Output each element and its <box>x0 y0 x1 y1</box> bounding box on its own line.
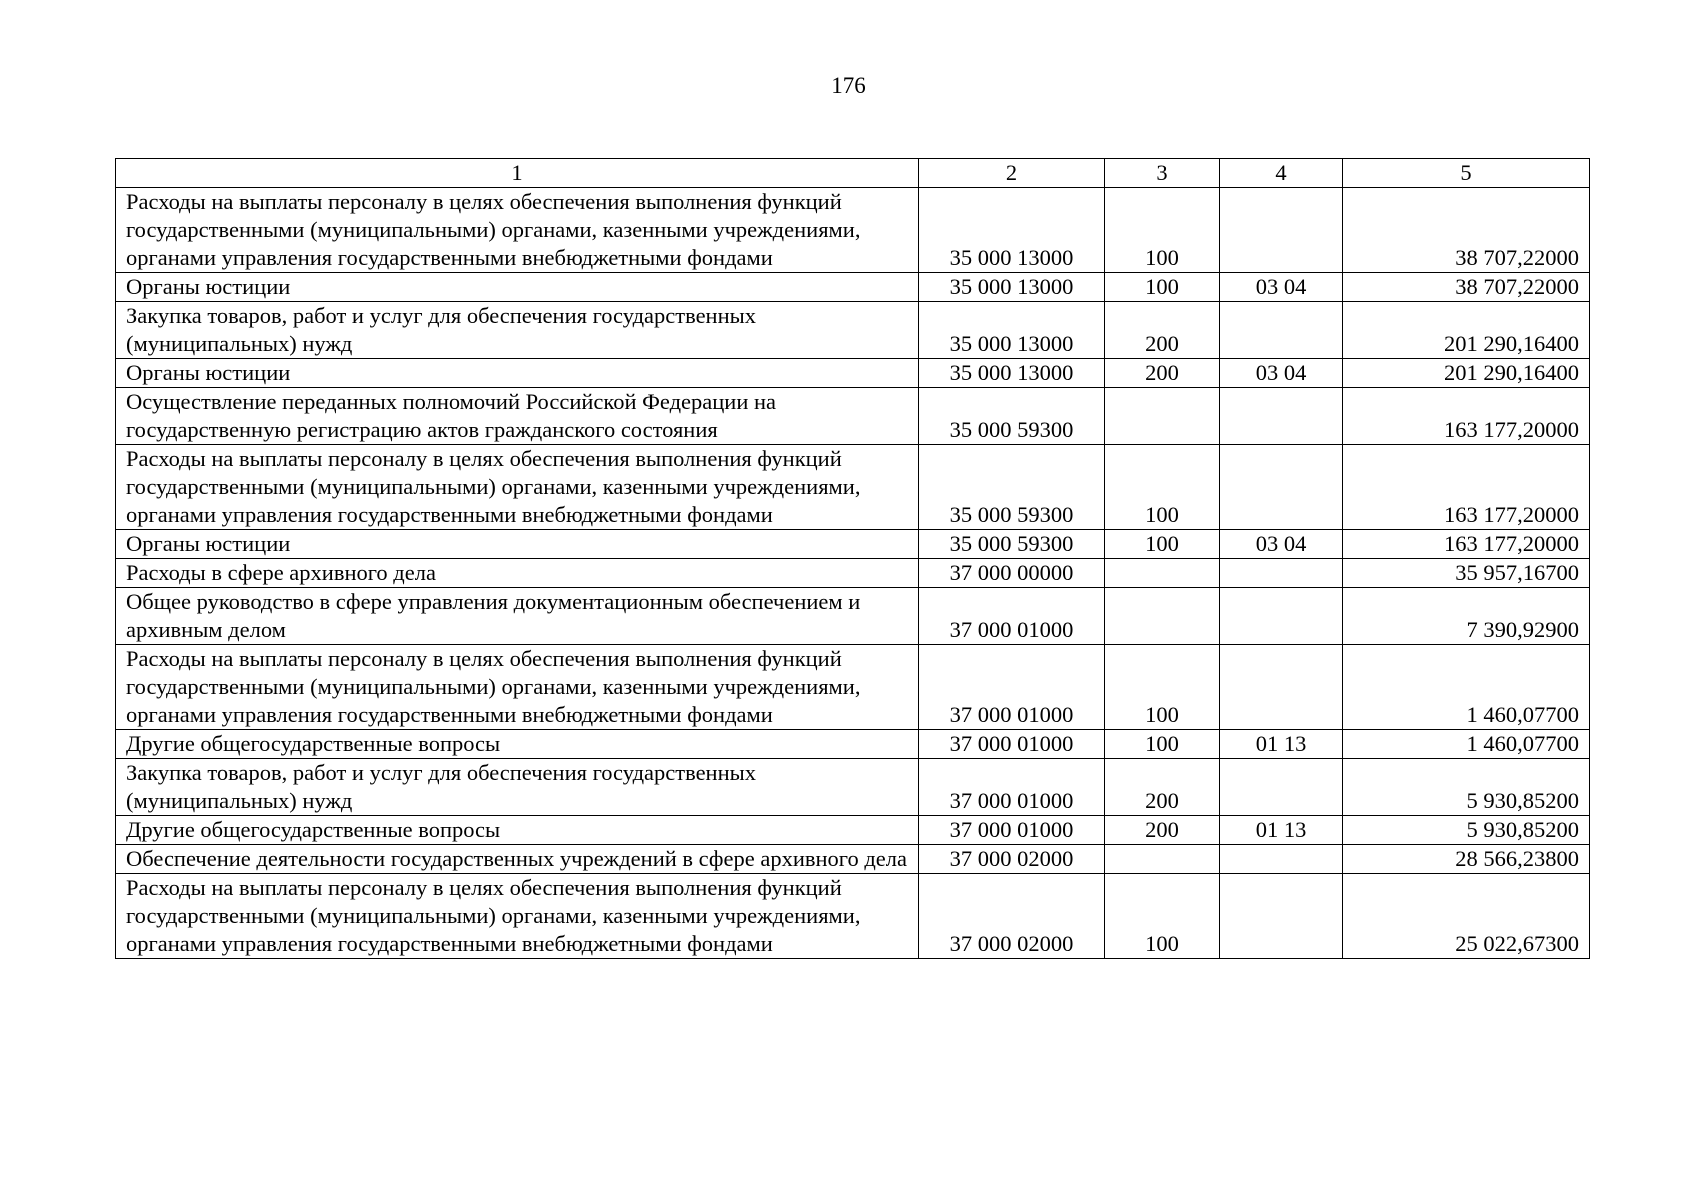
row-section-cell <box>1220 188 1343 273</box>
table-row <box>116 530 1590 559</box>
table-row <box>116 645 1590 730</box>
row-name-cell: Расходы на выплаты персоналу в целях обеспечения выполнения функций государственными (муниципальными) органами, казенными учреждениями, органами управления государственными внебюджетными фондами <box>116 445 919 530</box>
row-name-cell: Органы юстиции <box>116 359 919 388</box>
row-name-cell: Расходы на выплаты персоналу в целях обеспечения выполнения функций государственными (муниципальными) органами, казенными учреждениями, органами управления государственными внебюджетными фондами <box>116 874 919 959</box>
table-row <box>116 388 1590 445</box>
row-section-cell: 03 04 <box>1220 273 1343 302</box>
row-expense-type-cell: 200 <box>1105 359 1220 388</box>
row-expense-type-cell: 100 <box>1105 188 1220 273</box>
row-amount-cell: 28 566,23800 <box>1343 845 1590 874</box>
table-row <box>116 759 1590 816</box>
row-name-cell: Другие общегосударственные вопросы <box>116 816 919 845</box>
row-expense-type-cell: 100 <box>1105 445 1220 530</box>
row-name-cell: Закупка товаров, работ и услуг для обеспечения государственных (муниципальных) нужд <box>116 759 919 816</box>
row-target-article-cell: 37 000 00000 <box>919 559 1105 588</box>
row-amount-cell: 201 290,16400 <box>1343 359 1590 388</box>
table-row <box>116 730 1590 759</box>
row-expense-type-cell: 100 <box>1105 874 1220 959</box>
row-section-cell: 01 13 <box>1220 730 1343 759</box>
row-section-cell: 01 13 <box>1220 816 1343 845</box>
row-target-article-cell: 37 000 02000 <box>919 874 1105 959</box>
row-expense-type-cell: 200 <box>1105 302 1220 359</box>
row-expense-type-cell <box>1105 559 1220 588</box>
row-target-article-cell: 35 000 13000 <box>919 188 1105 273</box>
row-target-article-cell: 35 000 59300 <box>919 388 1105 445</box>
row-section-cell <box>1220 845 1343 874</box>
row-name-cell: Обеспечение деятельности государственных учреждений в сфере архивного дела <box>116 845 919 874</box>
header-col-3: 3 <box>1105 159 1220 188</box>
row-amount-cell: 25 022,67300 <box>1343 874 1590 959</box>
row-section-cell <box>1220 874 1343 959</box>
row-expense-type-cell: 200 <box>1105 816 1220 845</box>
row-section-cell: 03 04 <box>1220 530 1343 559</box>
row-name-cell: Расходы на выплаты персоналу в целях обеспечения выполнения функций государственными (муниципальными) органами, казенными учреждениями, органами управления государственными внебюджетными фондами <box>116 645 919 730</box>
row-target-article-cell: 37 000 01000 <box>919 645 1105 730</box>
page-number: 176 <box>831 73 866 98</box>
row-section-cell <box>1220 759 1343 816</box>
row-amount-cell: 5 930,85200 <box>1343 816 1590 845</box>
row-amount-cell: 5 930,85200 <box>1343 759 1590 816</box>
row-section-cell <box>1220 559 1343 588</box>
row-target-article-cell: 35 000 13000 <box>919 359 1105 388</box>
row-amount-cell: 163 177,20000 <box>1343 388 1590 445</box>
row-name-cell: Расходы в сфере архивного дела <box>116 559 919 588</box>
row-expense-type-cell: 200 <box>1105 759 1220 816</box>
row-amount-cell: 201 290,16400 <box>1343 302 1590 359</box>
row-target-article-cell: 37 000 01000 <box>919 588 1105 645</box>
table-row <box>116 559 1590 588</box>
row-expense-type-cell: 100 <box>1105 730 1220 759</box>
row-section-cell <box>1220 588 1343 645</box>
row-section-cell <box>1220 388 1343 445</box>
row-amount-cell: 38 707,22000 <box>1343 273 1590 302</box>
header-col-2: 2 <box>919 159 1105 188</box>
table-row <box>116 302 1590 359</box>
budget-table <box>115 158 1590 959</box>
table-header <box>116 159 1590 188</box>
row-expense-type-cell: 100 <box>1105 645 1220 730</box>
row-section-cell <box>1220 445 1343 530</box>
row-expense-type-cell <box>1105 588 1220 645</box>
row-amount-cell: 1 460,07700 <box>1343 645 1590 730</box>
row-target-article-cell: 37 000 01000 <box>919 816 1105 845</box>
row-amount-cell: 38 707,22000 <box>1343 188 1590 273</box>
table-row <box>116 188 1590 273</box>
table-row <box>116 816 1590 845</box>
header-col-5: 5 <box>1343 159 1590 188</box>
table-row <box>116 588 1590 645</box>
row-expense-type-cell: 100 <box>1105 530 1220 559</box>
row-amount-cell: 1 460,07700 <box>1343 730 1590 759</box>
table-row <box>116 845 1590 874</box>
row-name-cell: Расходы на выплаты персоналу в целях обеспечения выполнения функций государственными (муниципальными) органами, казенными учреждениями, органами управления государственными внебюджетными фондами <box>116 188 919 273</box>
row-expense-type-cell <box>1105 845 1220 874</box>
row-amount-cell: 35 957,16700 <box>1343 559 1590 588</box>
table-row <box>116 273 1590 302</box>
row-name-cell: Закупка товаров, работ и услуг для обеспечения государственных (муниципальных) нужд <box>116 302 919 359</box>
row-amount-cell: 7 390,92900 <box>1343 588 1590 645</box>
table-body <box>116 188 1590 959</box>
row-expense-type-cell <box>1105 388 1220 445</box>
row-target-article-cell: 35 000 13000 <box>919 273 1105 302</box>
row-name-cell: Осуществление переданных полномочий Российской Федерации на государственную регистрацию актов гражданского состояния <box>116 388 919 445</box>
row-section-cell <box>1220 302 1343 359</box>
row-target-article-cell: 37 000 01000 <box>919 759 1105 816</box>
row-target-article-cell: 35 000 59300 <box>919 445 1105 530</box>
row-section-cell: 03 04 <box>1220 359 1343 388</box>
row-expense-type-cell: 100 <box>1105 273 1220 302</box>
row-name-cell: Другие общегосударственные вопросы <box>116 730 919 759</box>
table-row <box>116 874 1590 959</box>
row-amount-cell: 163 177,20000 <box>1343 530 1590 559</box>
row-section-cell <box>1220 645 1343 730</box>
row-target-article-cell: 35 000 13000 <box>919 302 1105 359</box>
row-name-cell: Органы юстиции <box>116 530 919 559</box>
row-amount-cell: 163 177,20000 <box>1343 445 1590 530</box>
table-row <box>116 359 1590 388</box>
row-name-cell: Общее руководство в сфере управления документационным обеспечением и архивным делом <box>116 588 919 645</box>
row-target-article-cell: 37 000 01000 <box>919 730 1105 759</box>
header-row <box>116 159 1590 188</box>
table-row <box>116 445 1590 530</box>
row-name-cell: Органы юстиции <box>116 273 919 302</box>
row-target-article-cell: 37 000 02000 <box>919 845 1105 874</box>
header-col-4: 4 <box>1220 159 1343 188</box>
row-target-article-cell: 35 000 59300 <box>919 530 1105 559</box>
header-col-1: 1 <box>116 159 919 188</box>
